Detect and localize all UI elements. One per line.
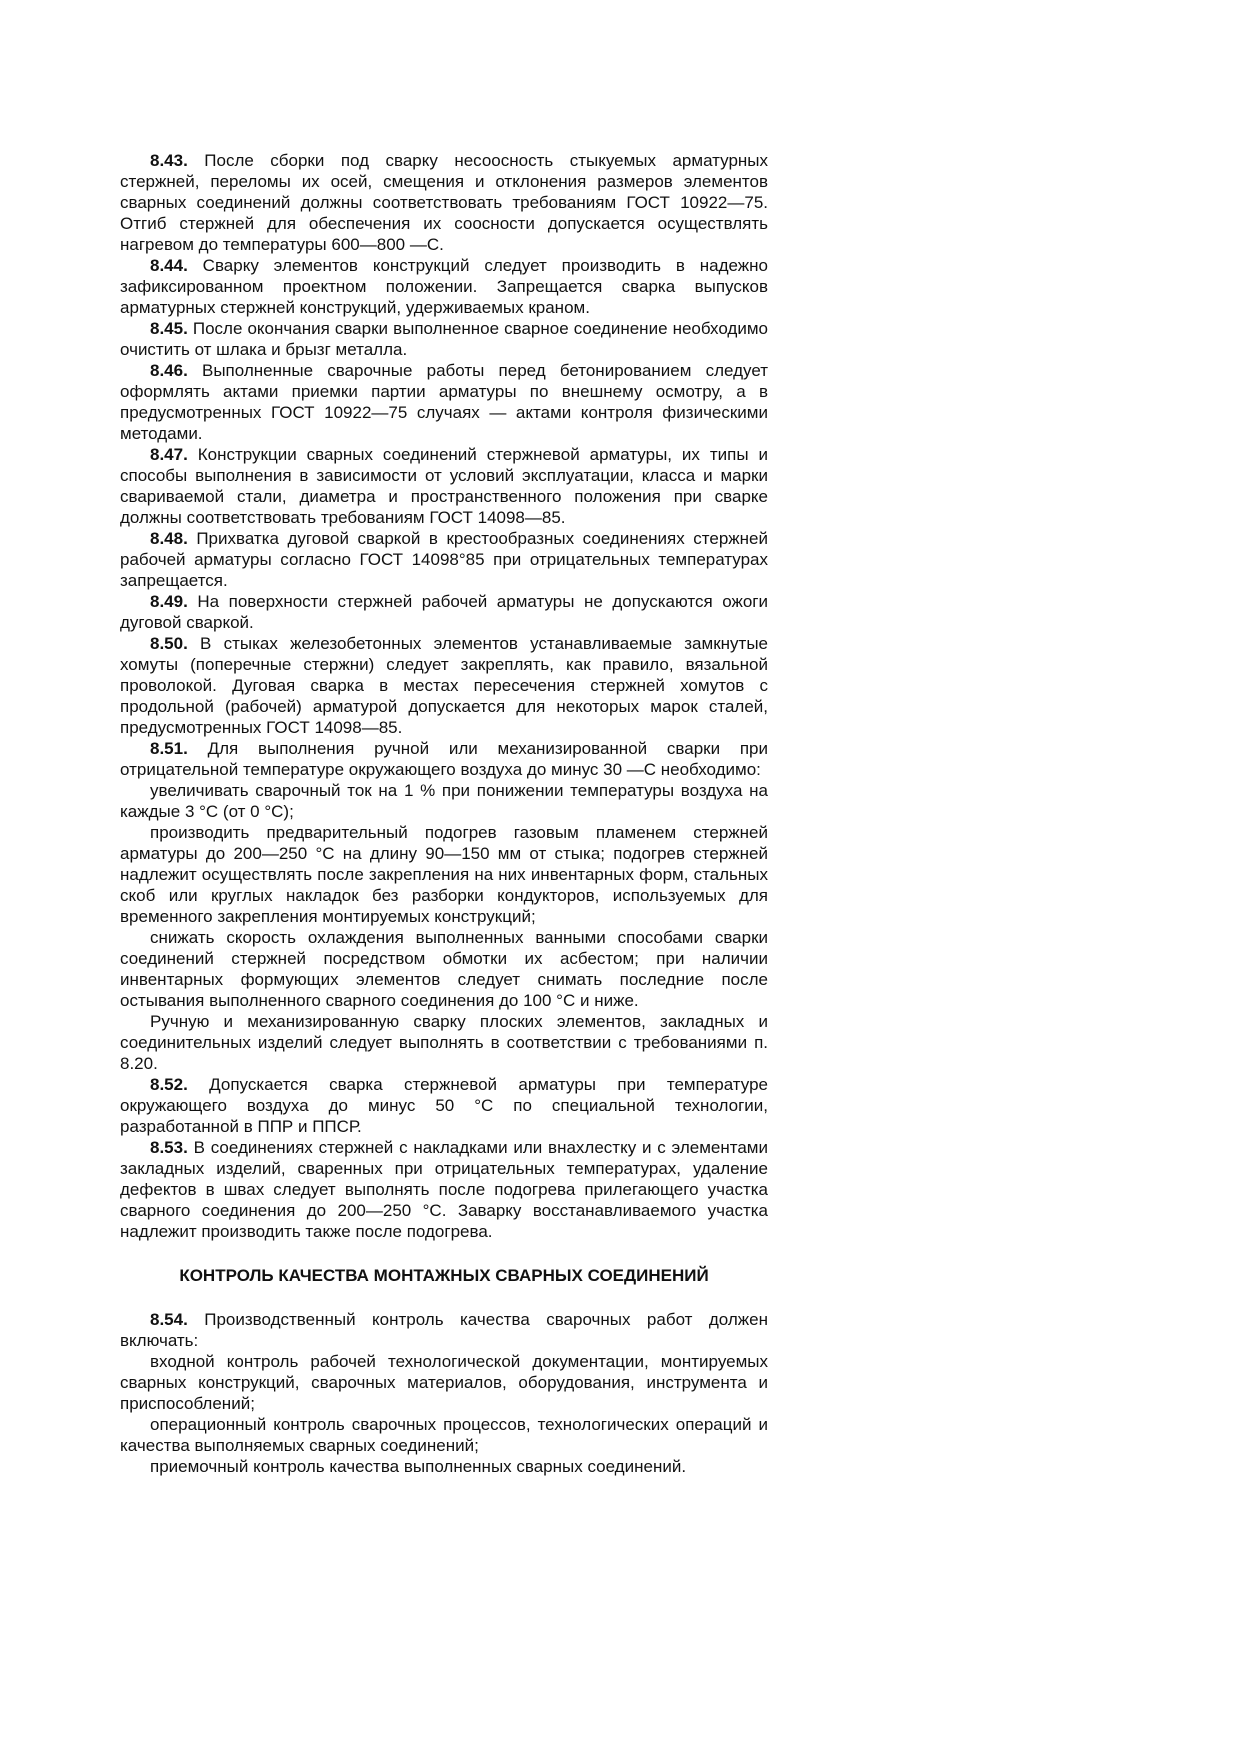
paragraph-item bbox=[120, 1456, 768, 1477]
paragraph-8-52 bbox=[120, 1074, 768, 1137]
paragraph-number: 8.49. bbox=[150, 592, 188, 611]
paragraph-text: После сборки под сварку несоосность стыкуемых арматурных стержней, переломы их осей, смещения и отклонения размеров элементов сварных соединений должны соответствовать требованиям ГОСТ 10922—75. Отгиб стержней для обеспечения их соосности допускается осуществлять нагревом до температуры 600—800 —С. bbox=[120, 151, 768, 254]
paragraph-text: Выполненные сварочные работы перед бетонированием следует оформлять актами приемки партии арматуры по внешнему осмотру, а в предусмотренных ГОСТ 10922—75 случаях — актами контроля физическими методами. bbox=[120, 361, 768, 443]
paragraph-8-50 bbox=[120, 633, 768, 738]
paragraphs-block-a bbox=[120, 150, 768, 1242]
paragraph-8-47 bbox=[120, 444, 768, 528]
paragraph-number: 8.46. bbox=[150, 361, 188, 380]
paragraph-text: Для выполнения ручной или механизированной сварки при отрицательной температуре окружающего воздуха до минус 30 —С необходимо: bbox=[120, 739, 768, 779]
paragraph-text: После окончания сварки выполненное сварное соединение необходимо очистить от шлака и брызг металла. bbox=[120, 319, 768, 359]
paragraph-8-45 bbox=[120, 318, 768, 360]
paragraphs-block-b bbox=[120, 1309, 768, 1477]
paragraph-8-51 bbox=[120, 738, 768, 780]
paragraph-8-43 bbox=[120, 150, 768, 255]
paragraph-text: приемочный контроль качества выполненных сварных соединений. bbox=[150, 1457, 687, 1476]
paragraph-number: 8.54. bbox=[150, 1310, 188, 1329]
paragraph-number: 8.43. bbox=[150, 151, 188, 170]
paragraph-8-49 bbox=[120, 591, 768, 633]
paragraph-8-53 bbox=[120, 1137, 768, 1242]
paragraph-8-54 bbox=[120, 1309, 768, 1351]
paragraph-text: увеличивать сварочный ток на 1 % при понижении температуры воздуха на каждые 3 °С (от 0 °С); bbox=[120, 781, 768, 821]
paragraph-number: 8.53. bbox=[150, 1138, 188, 1157]
paragraph-text: Сварку элементов конструкций следует производить в надежно зафиксированном проектном положении. Запрещается сварка выпусков арматурных стержней конструкций, удерживаемых краном. bbox=[120, 256, 768, 317]
paragraph-number: 8.48. bbox=[150, 529, 188, 548]
paragraph-text: Производственный контроль качества сварочных работ должен включать: bbox=[120, 1310, 768, 1350]
paragraph-text: В соединениях стержней с накладками или внахлестку и с элементами закладных изделий, сваренных при отрицательных температурах, удаление дефектов в швах следует выполнять после подогрева прилегающего участка сварного соединения до 200—250 °С. Заварку восстанавливаемого участка надлежит производить также после подогрева. bbox=[120, 1138, 768, 1241]
paragraph-text: На поверхности стержней рабочей арматуры не допускаются ожоги дуговой сваркой. bbox=[120, 592, 768, 632]
paragraph-text: Ручную и механизированную сварку плоских элементов, закладных и соединительных изделий следует выполнять в соответствии с требованиями п. 8.20. bbox=[120, 1012, 768, 1073]
paragraph-text: входной контроль рабочей технологической документации, монтируемых сварных конструкций, сварочных материалов, оборудования, инструмента и приспособлений; bbox=[120, 1352, 768, 1413]
paragraph-text: Конструкции сварных соединений стержневой арматуры, их типы и способы выполнения в зависимости от условий эксплуатации, класса и марки свариваемой стали, диаметра и пространственного положения при сварке должны соответствовать требованиям ГОСТ 14098—85. bbox=[120, 445, 768, 527]
paragraph-8-48 bbox=[120, 528, 768, 591]
document-page bbox=[120, 150, 768, 1477]
paragraph-number: 8.50. bbox=[150, 634, 188, 653]
paragraph-item bbox=[120, 927, 768, 1011]
paragraph-text: В стыках железобетонных элементов устанавливаемые замкнутые хомуты (поперечные стержни) следует закреплять, как правило, вязальной проволокой. Дуговая сварка в местах пересечения стержней хомутов с продольной (рабочей) арматурой допускается для некоторых марок сталей, предусмотренных ГОСТ 14098—85. bbox=[120, 634, 768, 737]
paragraph-number: 8.45. bbox=[150, 319, 188, 338]
paragraph-number: 8.52. bbox=[150, 1075, 188, 1094]
paragraph-number: 8.44. bbox=[150, 256, 188, 275]
paragraph-item bbox=[120, 1011, 768, 1074]
paragraph-text: операционный контроль сварочных процессов, технологических операций и качества выполняемых сварных соединений; bbox=[120, 1415, 768, 1455]
paragraph-8-44 bbox=[120, 255, 768, 318]
paragraph-item bbox=[120, 780, 768, 822]
paragraph-item bbox=[120, 1351, 768, 1414]
paragraph-8-46 bbox=[120, 360, 768, 444]
paragraph-number: 8.47. bbox=[150, 445, 188, 464]
paragraph-item bbox=[120, 1414, 768, 1456]
section-heading: КОНТРОЛЬ КАЧЕСТВА МОНТАЖНЫХ СВАРНЫХ СОЕДИНЕНИЙ bbox=[179, 1266, 709, 1285]
paragraph-text: Прихватка дуговой сваркой в крестообразных соединениях стержней рабочей арматуры согласно ГОСТ 14098°85 при отрицательных температурах запрещается. bbox=[120, 529, 768, 590]
paragraph-text: снижать скорость охлаждения выполненных ванными способами сварки соединений стержней посредством обмотки их асбестом; при наличии инвентарных формующих элементов следует снимать последние после остывания выполненного сварного соединения до 100 °С и ниже. bbox=[120, 928, 768, 1010]
paragraph-number: 8.51. bbox=[150, 739, 188, 758]
paragraph-text: производить предварительный подогрев газовым пламенем стержней арматуры до 200—250 °С на длину 90—150 мм от стыка; подогрев стержней надлежит осуществлять после закрепления на них инвентарных форм, стальных скоб или круглых накладок без разборки кондукторов, используемых для временного закрепления монтируемых конструкций; bbox=[120, 823, 768, 926]
paragraph-text: Допускается сварка стержневой арматуры при температуре окружающего воздуха до минус 50 °С по специальной технологии, разработанной в ППР и ППСР. bbox=[120, 1075, 768, 1136]
paragraph-item bbox=[120, 822, 768, 927]
